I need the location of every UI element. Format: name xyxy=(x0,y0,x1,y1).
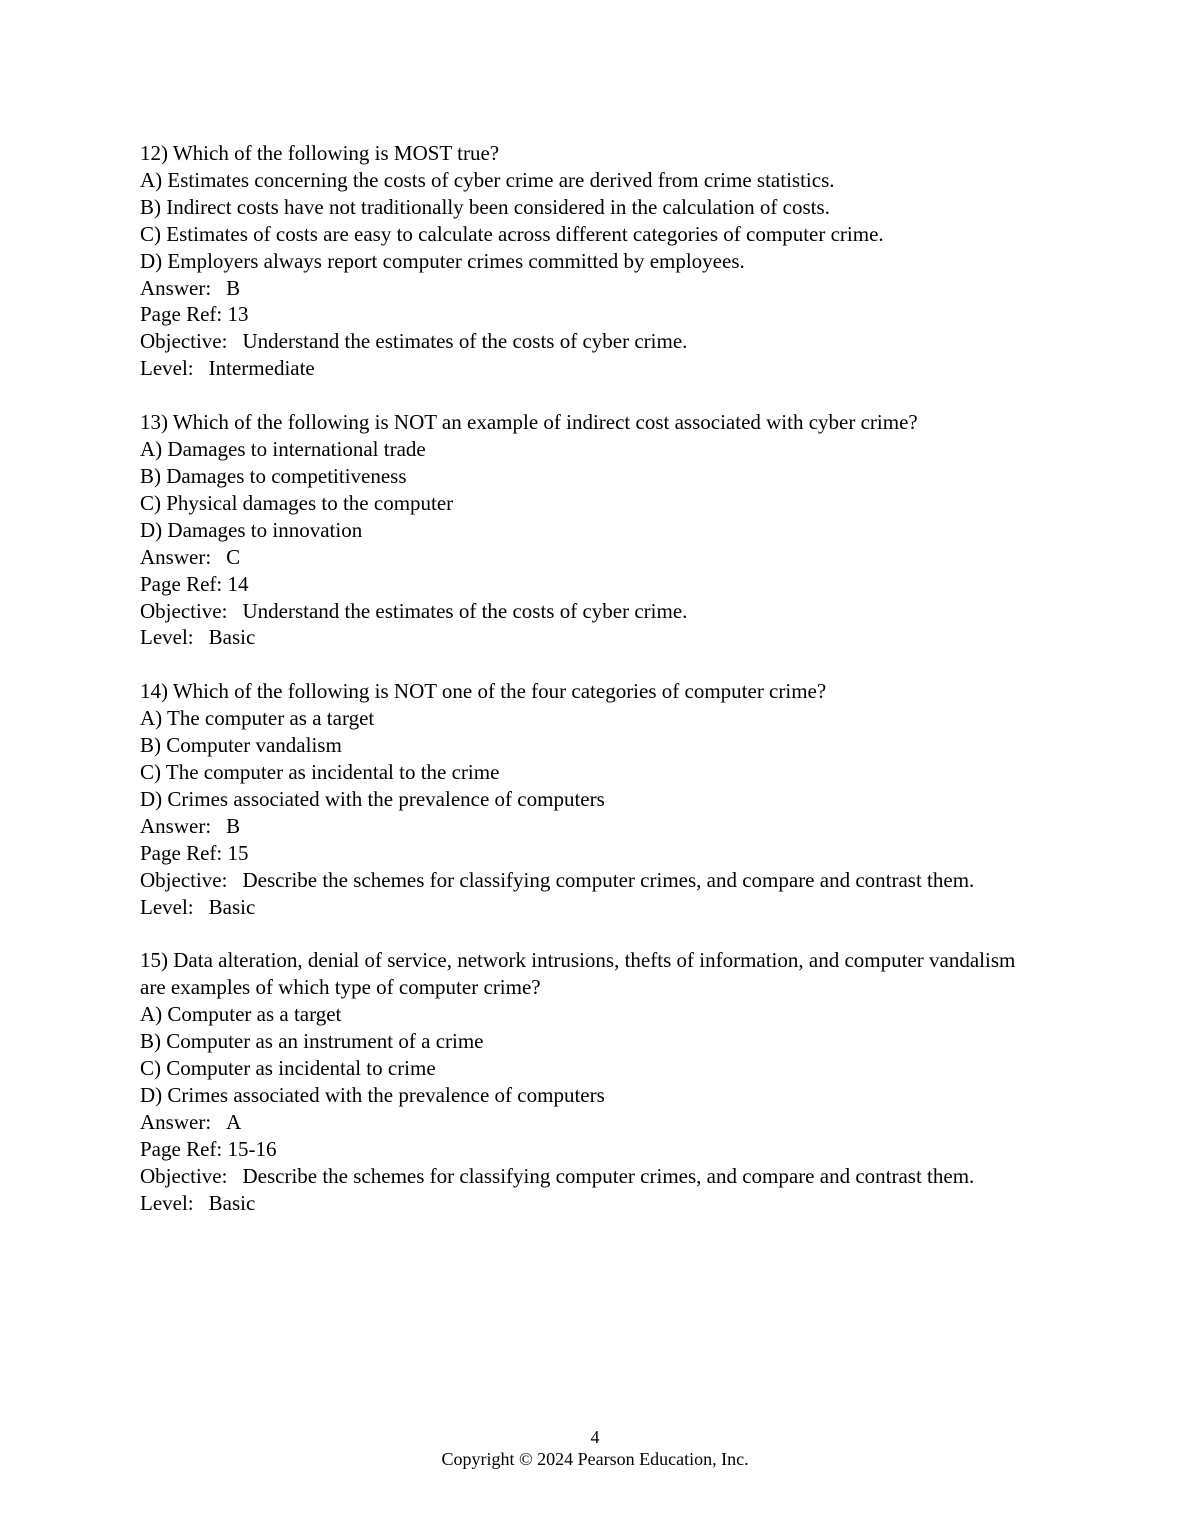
answer-option: D) Crimes associated with the prevalence of computers xyxy=(140,786,605,811)
answer-option: D) Damages to innovation xyxy=(140,517,363,542)
objective-label: Objective: xyxy=(140,598,228,623)
page-ref: Page Ref: 13 xyxy=(140,302,249,327)
answer-option: C) Physical damages to the computer xyxy=(140,490,454,515)
answer-option: D) Crimes associated with the prevalence of computers xyxy=(140,1083,605,1107)
page-ref: Page Ref: 14 xyxy=(140,571,249,596)
answer-option: B) Damages to competitiveness xyxy=(140,463,407,488)
page-ref: Page Ref: 15 xyxy=(140,840,249,865)
answer-option: A) Estimates concerning the costs of cyber crime are derived from crime statistics. xyxy=(140,167,835,192)
answer-label: Answer: xyxy=(140,544,212,569)
answer-label: Answer: xyxy=(140,813,212,838)
objective-text: Understand the estimates of the costs of cyber crime. xyxy=(242,598,688,623)
objective-text: Describe the schemes for classifying computer crimes, and compare and contrast them. xyxy=(242,867,975,892)
level-label: Level: xyxy=(140,894,194,919)
answer-option: C) Estimates of costs are easy to calculate across different categories of computer crime. xyxy=(140,221,884,246)
question-prompt: 12) Which of the following is MOST true? xyxy=(140,141,500,165)
objective-line xyxy=(140,328,1030,355)
question-block xyxy=(140,678,1030,920)
copyright-notice: Copyright © 2024 Pearson Education, Inc. xyxy=(441,1449,749,1469)
level-line xyxy=(140,1190,1030,1217)
answer-option: A) Damages to international trade xyxy=(140,437,426,462)
level-value: Basic xyxy=(208,894,256,919)
level-label: Level: xyxy=(140,356,194,381)
level-value: Basic xyxy=(208,1190,256,1215)
answer-option: B) Indirect costs have not traditionally been considered in the calculation of costs. xyxy=(140,194,830,219)
level-value: Basic xyxy=(208,625,256,650)
answer-option: C) Computer as incidental to crime xyxy=(140,1056,436,1081)
question-block xyxy=(140,140,1030,382)
question-list xyxy=(140,140,1030,1244)
answer-value: C xyxy=(226,544,241,569)
level-line xyxy=(140,894,1030,921)
answer-label: Answer: xyxy=(140,275,212,300)
answer-label: Answer: xyxy=(140,1109,212,1134)
answer-value: B xyxy=(226,813,241,838)
objective-label: Objective: xyxy=(140,329,228,354)
objective-line xyxy=(140,598,1030,625)
level-line xyxy=(140,624,1030,651)
question-block xyxy=(140,947,1030,1216)
answer-value: A xyxy=(226,1109,242,1134)
answer-line xyxy=(140,275,1030,302)
objective-text: Understand the estimates of the costs of cyber crime. xyxy=(242,329,688,354)
page-number: 4 xyxy=(590,1427,600,1447)
answer-option: A) Computer as a target xyxy=(140,1002,342,1027)
question-block xyxy=(140,409,1030,651)
page-ref: Page Ref: 15-16 xyxy=(140,1136,277,1161)
answer-line xyxy=(140,813,1030,840)
level-label: Level: xyxy=(140,625,194,650)
objective-label: Objective: xyxy=(140,867,228,892)
question-prompt: 15) Data alteration, denial of service, network intrusions, thefts of information, and computer vandalism are examples of which type of computer crime? xyxy=(140,948,1021,1000)
question-prompt: 14) Which of the following is NOT one of the four categories of computer crime? xyxy=(140,679,827,704)
level-value: Intermediate xyxy=(208,356,315,381)
level-line xyxy=(140,355,1030,382)
objective-line xyxy=(140,1163,1030,1190)
objective-label: Objective: xyxy=(140,1163,228,1188)
objective-line xyxy=(140,867,1030,894)
answer-line xyxy=(140,1109,1030,1136)
level-label: Level: xyxy=(140,1190,194,1215)
question-prompt: 13) Which of the following is NOT an example of indirect cost associated with cyber crime? xyxy=(140,410,918,435)
objective-text: Describe the schemes for classifying computer crimes, and compare and contrast them. xyxy=(242,1163,975,1188)
answer-line xyxy=(140,544,1030,571)
answer-option: B) Computer as an instrument of a crime xyxy=(140,1029,484,1054)
answer-option: D) Employers always report computer crimes committed by employees. xyxy=(140,248,745,273)
answer-option: C) The computer as incidental to the crime xyxy=(140,760,500,785)
answer-option: A) The computer as a target xyxy=(140,706,375,731)
answer-value: B xyxy=(226,275,241,300)
answer-option: B) Computer vandalism xyxy=(140,733,342,758)
